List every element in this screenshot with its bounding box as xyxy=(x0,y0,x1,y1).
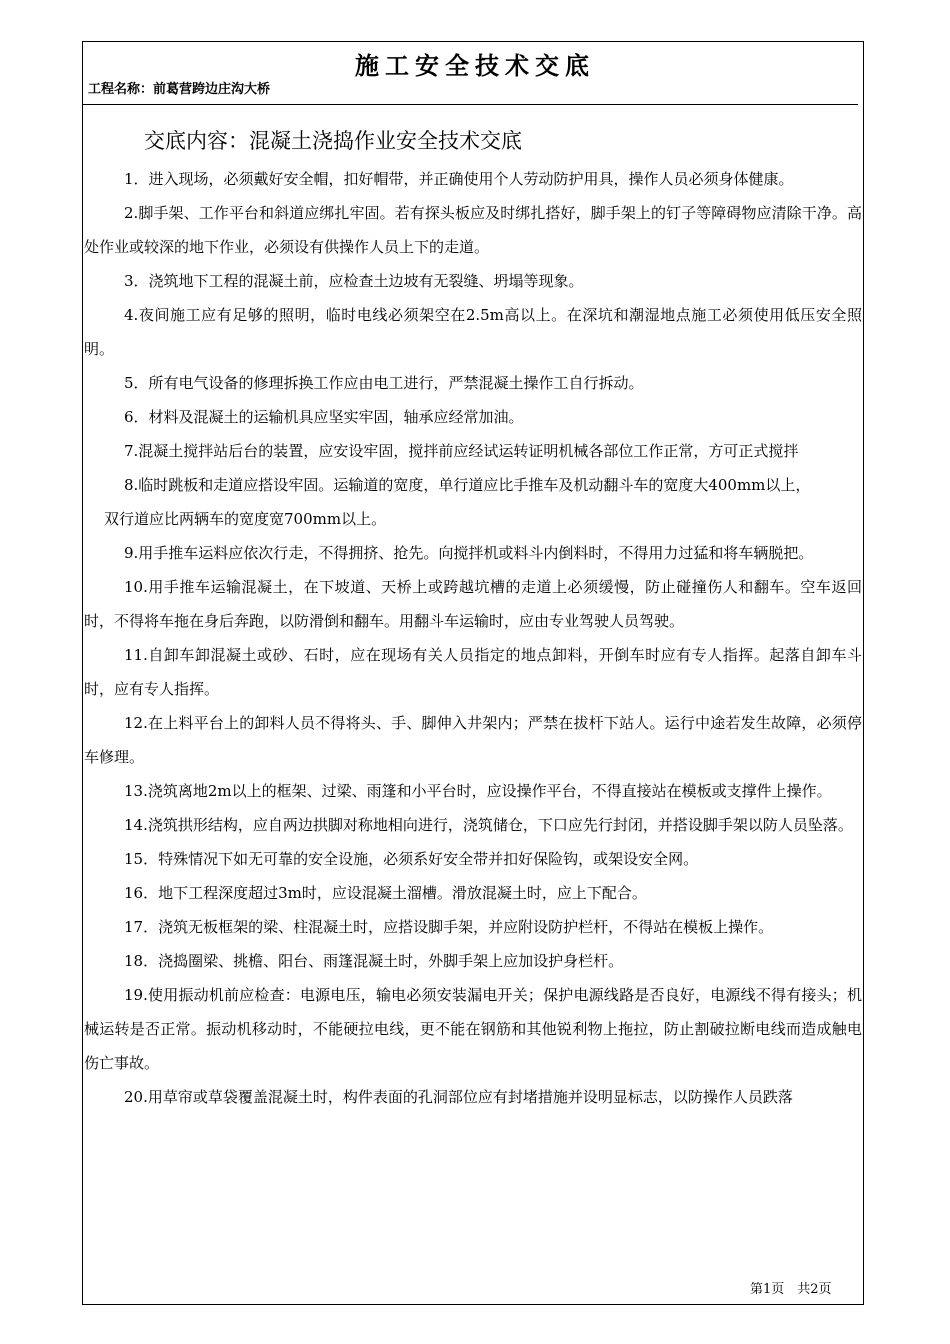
briefing-item-4: 4.夜间施工应有足够的照明，临时电线必须架空在2.5m高以上。在深坑和潮湿地点施工必须使用低压安全照明。 xyxy=(84,306,862,358)
briefing-item-8: 8.临时跳板和走道应搭设牢固。运输道的宽度，单行道应比手推车及机动翻斗车的宽度大400mm以上， xyxy=(124,476,811,494)
briefing-item-2: 2.脚手架、工作平台和斜道应绑扎牢固。若有探头板应及时绑扎搭好，脚手架上的钉子等障碍物应清除干净。高处作业或较深的地下作业，必须设有供操作人员上下的走道。 xyxy=(84,204,862,256)
project-name: 前葛营跨边庄沟大桥 xyxy=(153,82,271,97)
briefing-item-7: 7.混凝土搅拌站后台的装置，应安设牢固，搅拌前应经试运转证明机械各部位工作正常，方可正式搅拌 xyxy=(124,442,799,460)
project-name-line xyxy=(88,78,270,97)
briefing-item-1: 1．进入现场，必须戴好安全帽，扣好帽带，并正确使用个人劳动防护用具，操作人员必须身体健康。 xyxy=(124,170,794,188)
briefing-item-5: 5．所有电气设备的修理拆换工作应由电工进行，严禁混凝土操作工自行拆动。 xyxy=(124,374,644,392)
page-number: 第1页 共2页 xyxy=(750,1282,832,1297)
briefing-item-11: 11.自卸车卸混凝土或砂、石时，应在现场有关人员指定的地点卸料，开倒车时应有专人指挥。起落自卸车斗时，应有专人指挥。 xyxy=(84,646,862,698)
briefing-item-6: 6．材料及混凝土的运输机具应坚实牢固，轴承应经常加油。 xyxy=(124,408,524,426)
briefing-item-8-continued: 双行道应比两辆车的宽度宽700mm以上。 xyxy=(104,510,387,528)
briefing-item-20: 20.用草帘或草袋覆盖混凝土时，构件表面的孔洞部位应有封堵措施并设明显标志，以防操作人员跌落 xyxy=(124,1088,793,1106)
briefing-item-15: 15．特殊情况下如无可靠的安全设施，必须系好安全带并扣好保险钩，或架设安全网。 xyxy=(124,850,699,868)
briefing-item-10: 10.用手推车运输混凝土，在下坡道、天桥上或跨越坑槽的走道上必须缓慢，防止碰撞伤人和翻车。空车返回时，不得将车拖在身后奔跑，以防滑倒和翻车。用翻斗车运输时，应由专业驾驶人员驾驶。 xyxy=(84,578,862,630)
document-title: 施工安全技术交底 xyxy=(355,52,595,80)
briefing-body xyxy=(84,162,862,1114)
briefing-item-9: 9.用手推车运料应依次行走，不得拥挤、抢先。向搅拌机或料斗内倒料时，不得用力过猛和将车辆脱把。 xyxy=(124,544,814,562)
header-divider xyxy=(82,104,858,105)
briefing-item-17: 17．浇筑无板框架的梁、柱混凝土时，应搭设脚手架，并应附设防护栏杆，不得站在模板上操作。 xyxy=(124,918,774,936)
briefing-item-3: 3．浇筑地下工程的混凝土前，应检查土边坡有无裂缝、坍塌等现象。 xyxy=(124,272,584,290)
briefing-item-18: 18．浇捣圈梁、挑檐、阳台、雨篷混凝土时，外脚手架上应加设护身栏杆。 xyxy=(124,952,624,970)
briefing-item-19: 19.使用振动机前应检查：电源电压，输电必须安装漏电开关；保护电源线路是否良好，电源线不得有接头；机械运转是否正常。振动机移动时，不能硬拉电线，更不能在钢筋和其他锐利物上拖拉，防止割破拉断电线而造成触电伤亡事故。 xyxy=(84,986,862,1072)
briefing-item-12: 12.在上料平台上的卸料人员不得将头、手、脚伸入井架内；严禁在拔杆下站人。运行中途若发生故障，必须停车修理。 xyxy=(84,714,862,766)
project-label: 工程名称： xyxy=(88,82,154,97)
briefing-subject: 交底内容：混凝土浇捣作业安全技术交底 xyxy=(144,129,522,153)
briefing-item-14: 14.浇筑拱形结构，应自两边拱脚对称地相向进行，浇筑储仓，下口应先行封闭，并搭设脚手架以防人员坠落。 xyxy=(124,816,853,834)
briefing-item-16: 16．地下工程深度超过3m时，应设混凝土溜槽。滑放混凝土时，应上下配合。 xyxy=(124,884,647,902)
briefing-item-13: 13.浇筑离地2m以上的框架、过梁、雨篷和小平台时，应设操作平台，不得直接站在模板或支撑件上操作。 xyxy=(124,782,832,800)
